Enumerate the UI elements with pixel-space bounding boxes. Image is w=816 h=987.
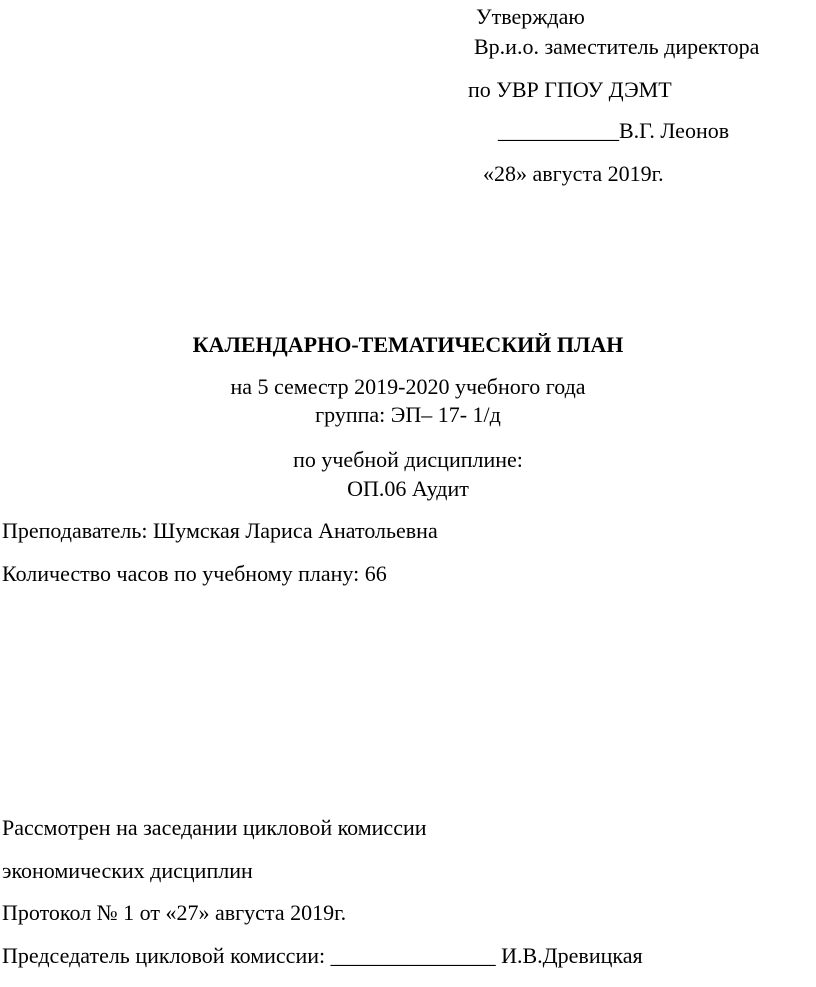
discipline-name: ОП.06 Аудит [347,476,469,501]
approval-department: по УВР ГПОУ ДЭМТ [468,77,672,102]
teacher-line: Преподаватель: Шумская Лариса Анатольевна [2,518,438,543]
group-line: группа: ЭП– 17- 1/д [315,402,501,427]
approval-signature: ___________В.Г. Леонов [498,118,730,143]
approval-date: «28» августа 2019г. [483,161,664,186]
approval-position: Вр.и.о. заместитель директора [474,34,760,59]
chairman-line: Председатель цикловой комиссии: _______________ И.В.Древицкая [2,943,643,968]
discipline-label: по учебной дисциплине: [293,447,523,472]
protocol-line: Протокол № 1 от «27» августа 2019г. [2,900,347,925]
hours-line: Количество часов по учебному плану: 66 [2,561,387,586]
document-title: КАЛЕНДАРНО-ТЕМАТИЧЕСКИЙ ПЛАН [192,332,624,357]
semester-line: на 5 семестр 2019-2020 учебного года [230,374,586,399]
approval-approve: Утверждаю [476,4,585,29]
commission-line: экономических дисциплин [2,858,253,883]
considered-line: Рассмотрен на заседании цикловой комиссии [2,815,427,840]
